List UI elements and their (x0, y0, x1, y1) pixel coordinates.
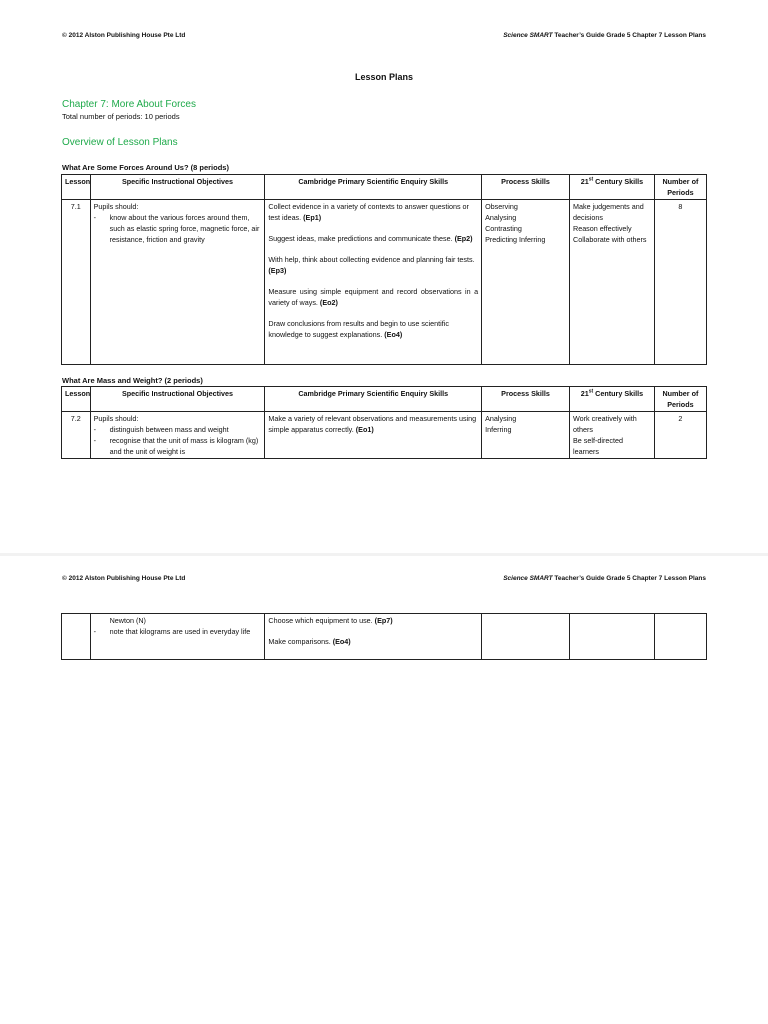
col-objectives: Specific Instructional Objectives (90, 175, 265, 200)
page-header (62, 575, 706, 582)
process-cell (482, 614, 570, 660)
enquiry-item: Choose which equipment to use. (Ep7) (268, 616, 393, 625)
process-skill: Analysing (485, 414, 517, 423)
col-number-periods: Number of Periods (654, 175, 706, 200)
lesson-table-2-continued (61, 613, 707, 660)
process-skill: Observing (485, 202, 518, 211)
process-skill: Predicting Inferring (485, 235, 546, 244)
process-skill: Inferring (485, 425, 512, 434)
chapter-title: Chapter 7: More About Forces (62, 99, 196, 110)
pupils-should: Pupils should: (93, 414, 139, 423)
table-header-row (62, 387, 707, 412)
col-lesson: Lesson (62, 175, 91, 200)
guide-title: Science SMART Teacher’s Guide Grade 5 Chapter 7 Lesson Plans (503, 32, 706, 39)
process-cell (482, 200, 570, 365)
century-cell (570, 200, 655, 365)
enquiry-item: Make comparisons. (Eo4) (268, 637, 351, 646)
process-skill: Contrasting (485, 224, 522, 233)
objectives-cell (90, 412, 265, 459)
lesson-table-1 (61, 174, 707, 365)
objective-item: - recognise that the unit of mass is kilogram (kg) and the unit of weight is (93, 436, 259, 456)
section-2-title: What Are Mass and Weight? (2 periods) (62, 376, 203, 385)
century-cell (570, 412, 655, 459)
periods-count (654, 614, 706, 660)
periods-count: 8 (654, 200, 706, 365)
enquiry-item: Draw conclusions from results and begin to use scientific knowledge to suggest explanations. (Eo4) (268, 319, 449, 339)
enquiry-item: With help, think about collecting evidence and planning fair tests. (Ep3) (268, 255, 475, 275)
lesson-number: 7.2 (62, 412, 91, 459)
objectives-cell (90, 200, 265, 365)
pupils-should: Pupils should: (93, 202, 139, 211)
objective-item: - know about the various forces around them, such as elastic spring force, magnetic force, air resistance, friction and gravity (93, 213, 260, 244)
copyright: © 2012 Alston Publishing House Pte Ltd (62, 32, 186, 39)
page-header (62, 32, 706, 39)
lesson-number: 7.1 (62, 200, 91, 365)
objective-continuation: Newton (N) (109, 616, 146, 625)
table-row (62, 412, 707, 459)
objectives-cell (90, 614, 265, 660)
col-process: Process Skills (482, 387, 570, 412)
century-skill: Collaborate with others (573, 235, 647, 244)
lesson-number (62, 614, 91, 660)
century-skill: Be self-directed learners (573, 436, 623, 456)
col-enquiry: Cambridge Primary Scientific Enquiry Skills (265, 175, 482, 200)
col-enquiry: Cambridge Primary Scientific Enquiry Skills (265, 387, 482, 412)
objective-item: - distinguish between mass and weight (93, 425, 229, 434)
enquiry-item: Make a variety of relevant observations and measurements using simple apparatus correctly. (Eo1) (268, 414, 477, 434)
century-cell (570, 614, 655, 660)
col-21st-century: 21st Century Skills (570, 175, 655, 200)
col-lesson: Lesson (62, 387, 91, 412)
century-skill: Work creatively with others (573, 414, 637, 434)
col-number-periods: Number of Periods (654, 387, 706, 412)
enquiry-cell (265, 412, 482, 459)
periods-count: 2 (654, 412, 706, 459)
col-objectives: Specific Instructional Objectives (90, 387, 265, 412)
century-skill: Reason effectively (573, 224, 632, 233)
page-title: Lesson Plans (354, 72, 414, 82)
guide-title: Science SMART Teacher’s Guide Grade 5 Chapter 7 Lesson Plans (503, 575, 706, 582)
enquiry-cell (265, 614, 482, 660)
objective-item: - note that kilograms are used in everyday life (93, 627, 251, 636)
process-skill: Analysing (485, 213, 517, 222)
enquiry-item: Collect evidence in a variety of contexts to answer questions or test ideas. (Ep1) (268, 202, 469, 222)
enquiry-item: Measure using simple equipment and record observations in a variety of ways. (Eo2) (268, 287, 479, 307)
enquiry-item: Suggest ideas, make predictions and communicate these. (Ep2) (268, 234, 473, 243)
section-1-title: What Are Some Forces Around Us? (8 periods) (62, 163, 229, 172)
table-row (62, 200, 707, 365)
enquiry-cell (265, 200, 482, 365)
overview-title: Overview of Lesson Plans (62, 137, 178, 148)
page-2 (0, 556, 768, 1024)
table-header-row (62, 175, 707, 200)
process-cell (482, 412, 570, 459)
table-row (62, 614, 707, 660)
total-periods: Total number of periods: 10 periods (62, 112, 180, 121)
col-process: Process Skills (482, 175, 570, 200)
lesson-table-2 (61, 386, 707, 459)
century-skill: Make judgements and decisions (573, 202, 644, 222)
col-21st-century: 21st Century Skills (570, 387, 655, 412)
copyright: © 2012 Alston Publishing House Pte Ltd (62, 575, 186, 582)
